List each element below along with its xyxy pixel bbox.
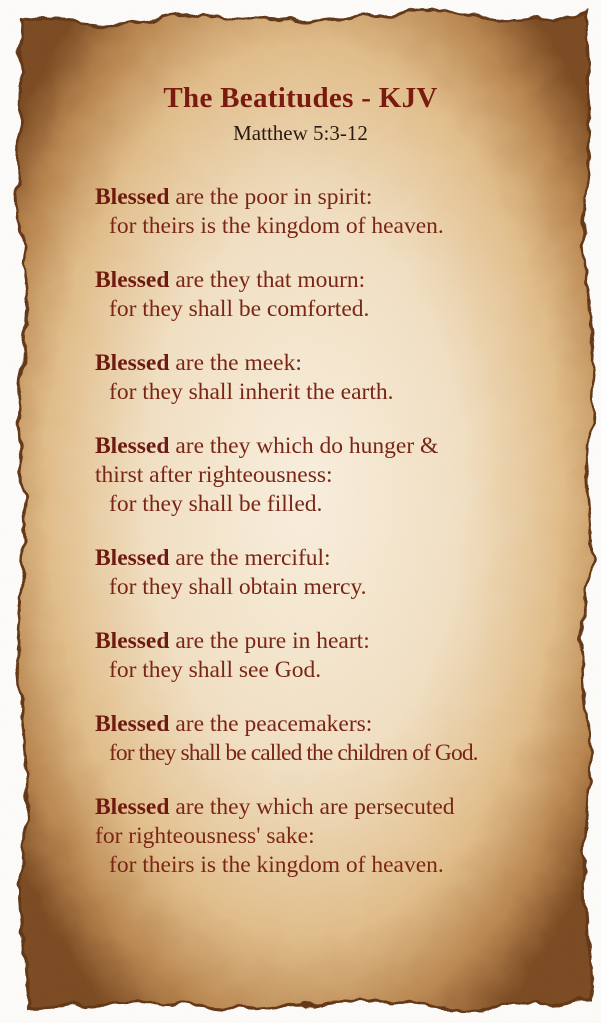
verse-continuation: for righteousness' sake: — [95, 823, 315, 849]
verse-promise: for theirs is the kingdom of heaven. — [109, 852, 444, 878]
verse-first-line — [95, 627, 565, 656]
verse-1 — [95, 183, 565, 241]
verse-6 — [95, 627, 565, 685]
verse-first-line — [95, 793, 565, 822]
verse-keyword: Blessed — [95, 267, 170, 293]
page-title: The Beatitudes - KJV — [163, 82, 438, 114]
verse-promise: for theirs is the kingdom of heaven. — [109, 213, 444, 239]
verse-promise: for they shall be filled. — [109, 491, 323, 517]
verse-text: are they that mourn: — [169, 267, 366, 293]
verse-first-line — [95, 432, 565, 461]
verse-promise: for they shall obtain mercy. — [109, 574, 367, 600]
verse-keyword: Blessed — [95, 350, 170, 376]
verse-2 — [95, 266, 565, 324]
verse-promise: for they shall see God. — [109, 657, 322, 683]
scripture-reference: Matthew 5:3-12 — [233, 121, 368, 145]
verse-3 — [95, 349, 565, 407]
verse-first-line — [95, 710, 565, 739]
verse-promise: for they shall inherit the earth. — [109, 379, 394, 405]
verse-text: are the pure in heart: — [169, 628, 370, 654]
verse-text: are the meek: — [169, 350, 302, 376]
verse-text: are they which do hunger & — [169, 433, 439, 459]
verse-text: are the peacemakers: — [169, 711, 373, 737]
verse-keyword: Blessed — [95, 184, 170, 210]
verse-8 — [95, 793, 565, 880]
verse-text: are the poor in spirit: — [169, 184, 373, 210]
verse-first-line — [95, 183, 565, 212]
verse-text: are the merciful: — [169, 545, 331, 571]
verse-list — [95, 183, 565, 905]
verse-first-line — [95, 266, 565, 295]
verse-continuation: thirst after righteousness: — [95, 462, 333, 488]
verse-5 — [95, 544, 565, 602]
verse-keyword: Blessed — [95, 545, 170, 571]
verse-keyword: Blessed — [95, 433, 170, 459]
verse-promise: for they shall be comforted. — [109, 296, 370, 322]
verse-first-line — [95, 544, 565, 573]
verse-keyword: Blessed — [95, 794, 170, 820]
verse-4 — [95, 432, 565, 519]
verse-promise: for they shall be called the children of God. — [109, 740, 478, 766]
verse-text: are they which are persecuted — [169, 794, 455, 820]
verse-keyword: Blessed — [95, 711, 170, 737]
verse-7 — [95, 710, 565, 768]
verse-keyword: Blessed — [95, 628, 170, 654]
verse-first-line — [95, 349, 565, 378]
